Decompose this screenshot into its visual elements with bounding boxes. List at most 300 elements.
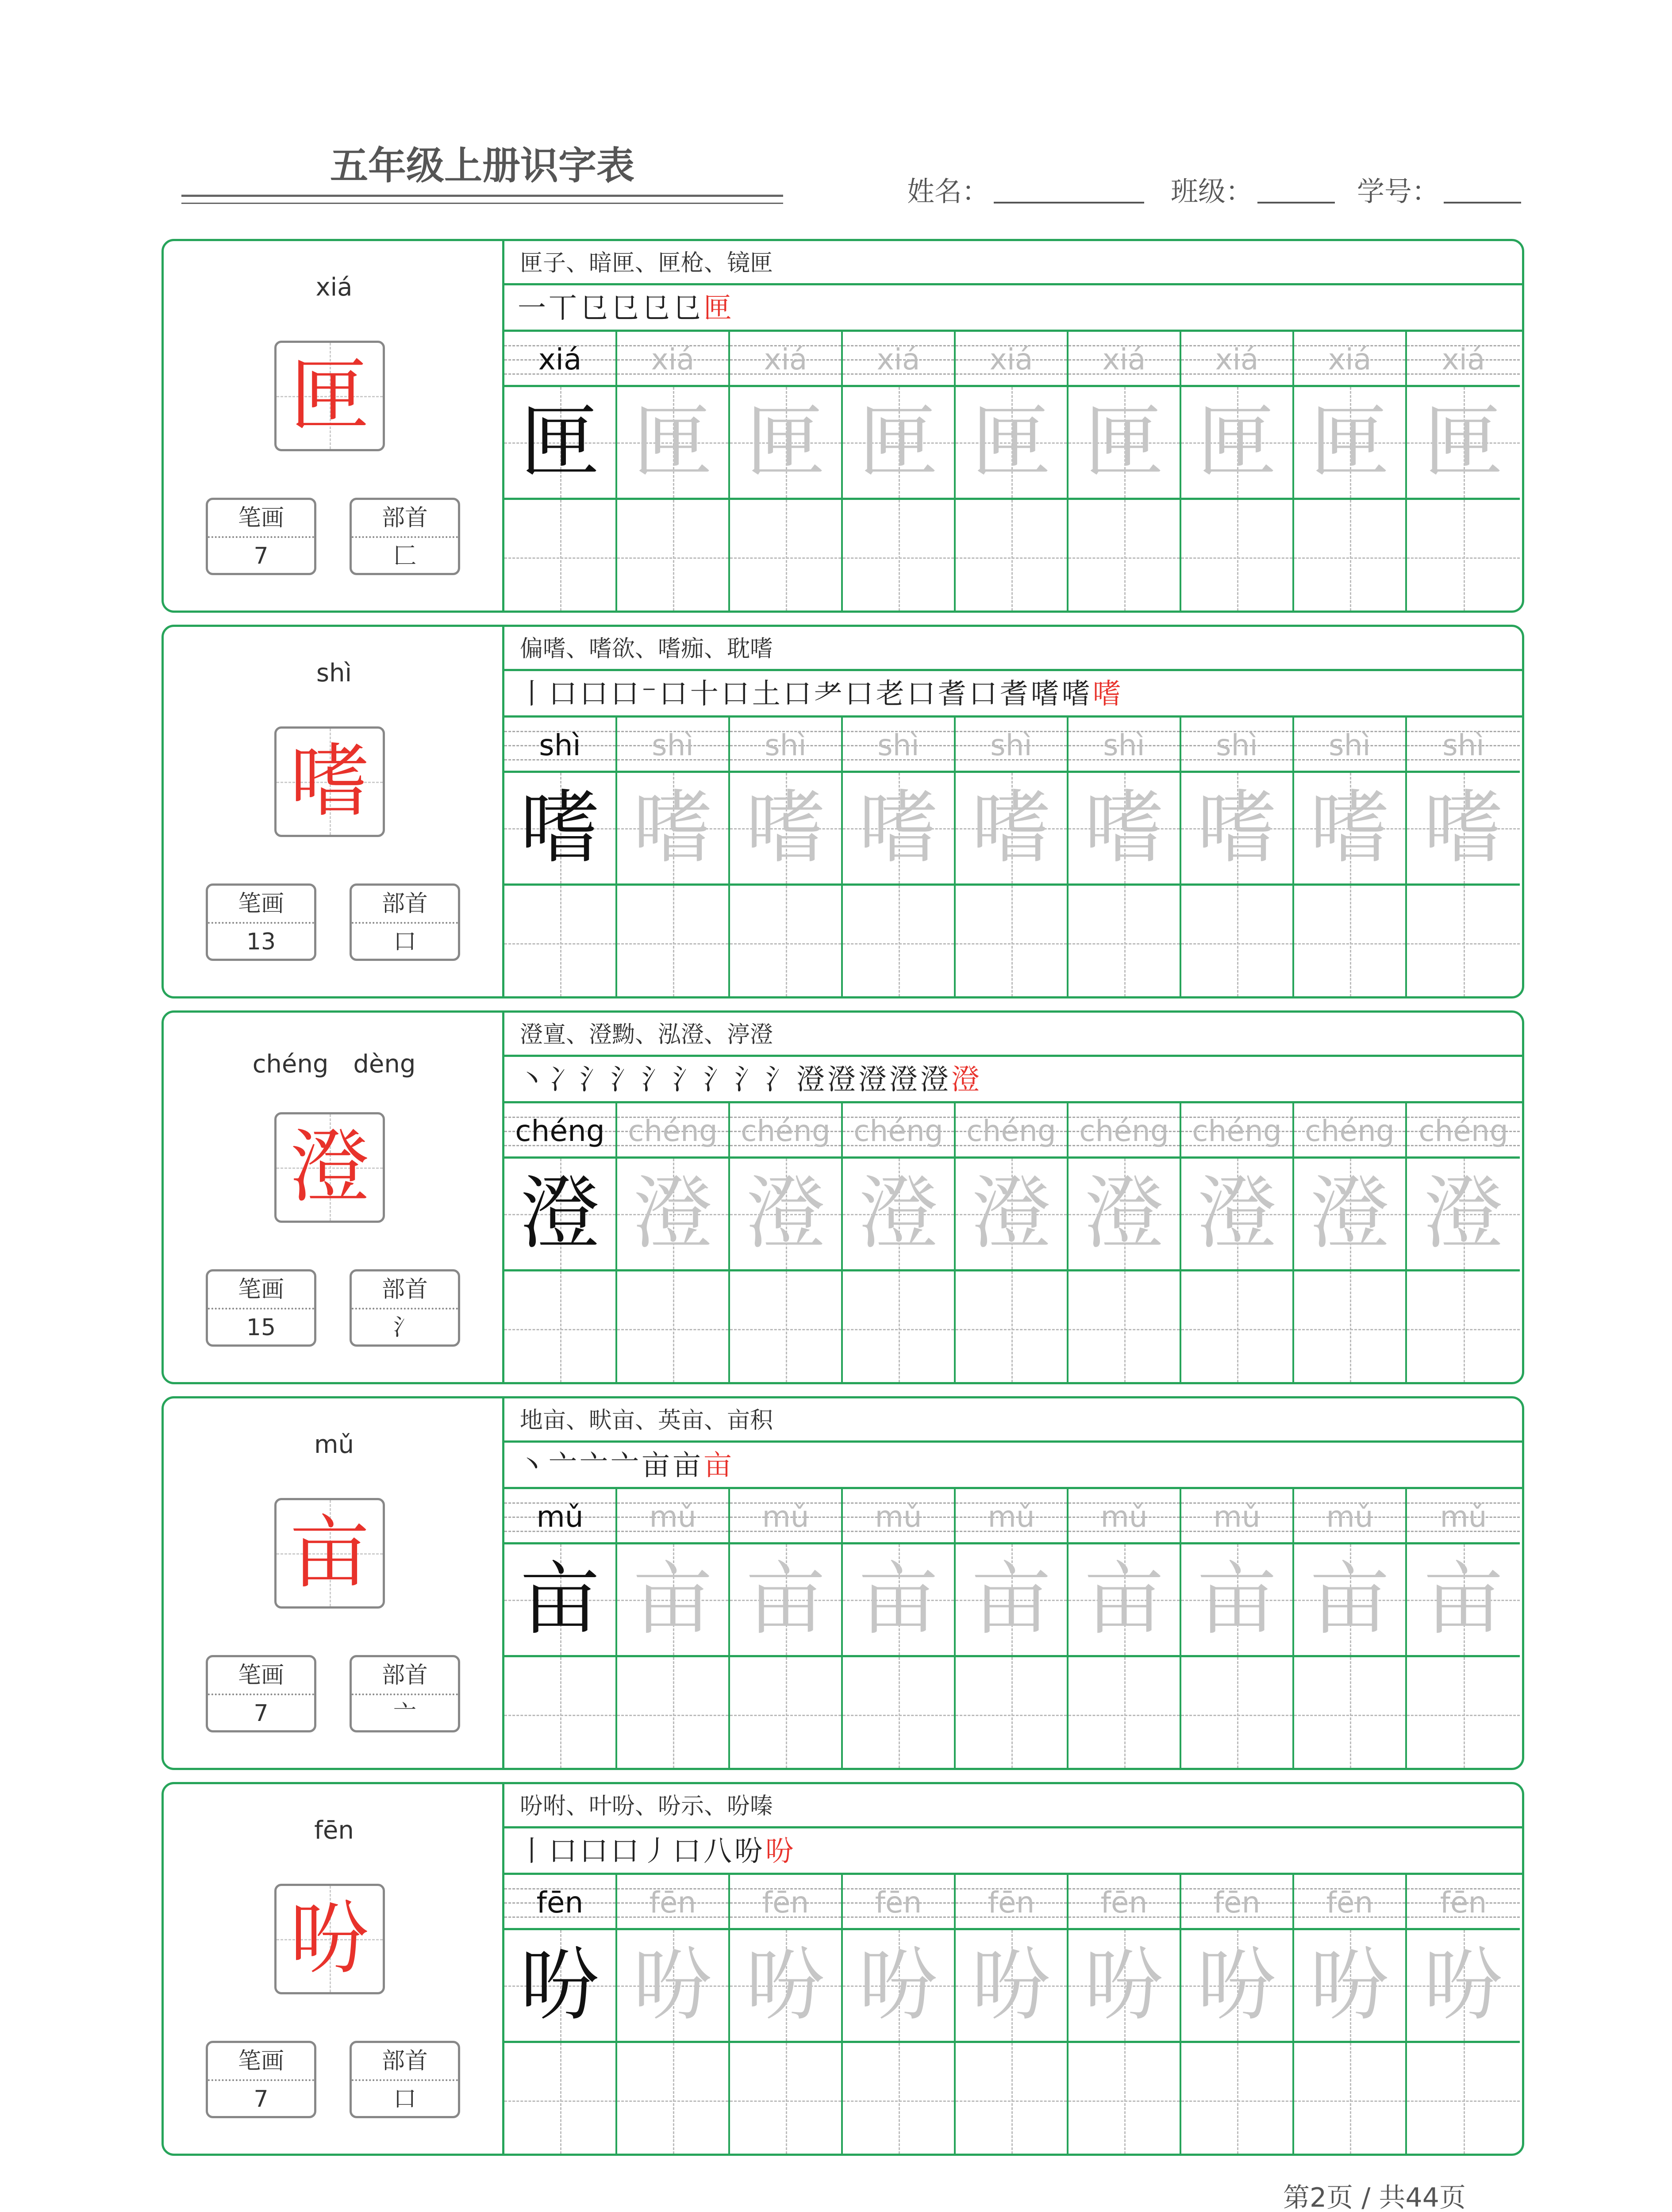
character-text: 匣: [1197, 396, 1277, 488]
character-box: [274, 726, 385, 837]
stroke-order: [504, 285, 1522, 332]
character-cell[interactable]: [1069, 773, 1180, 886]
trace-column: [1294, 718, 1407, 998]
stroke-step: 丅: [549, 292, 580, 325]
stroke-step: 㔾: [580, 292, 611, 325]
pinyin-text: chéng: [1192, 1114, 1282, 1148]
empty-practice-cell[interactable]: [1407, 500, 1520, 613]
character-text: 嗜: [858, 782, 938, 874]
stroke-step: 嗜: [1030, 678, 1062, 710]
pinyin-cell[interactable]: [1181, 332, 1292, 387]
character-card: [161, 1010, 1524, 1384]
empty-practice-cell[interactable]: [1069, 500, 1180, 613]
stroke-step: 㔾: [611, 292, 642, 325]
empty-practice-cell[interactable]: [1407, 1271, 1520, 1384]
pinyin-cell[interactable]: [1069, 332, 1180, 387]
character-text: 吩: [1423, 1939, 1503, 2032]
stroke-order: [504, 671, 1522, 718]
pinyin-cell[interactable]: [504, 332, 615, 387]
trace-column: [1294, 1103, 1407, 1384]
pinyin-text: xiá: [1441, 342, 1485, 376]
trace-column: [956, 718, 1069, 998]
pinyin-cell[interactable]: [956, 1489, 1067, 1544]
strokes-label: 笔画: [208, 500, 314, 538]
model-column: [504, 332, 617, 613]
radical-box: [350, 1269, 460, 1347]
character-cell[interactable]: [1069, 1159, 1180, 1271]
radical-label: 部首: [352, 1657, 458, 1695]
character-text: 匣: [633, 396, 713, 488]
character-cell[interactable]: [730, 1159, 841, 1271]
character-text: 嗜: [971, 782, 1051, 874]
character-cell[interactable]: [956, 387, 1067, 500]
stroke-step: 口十: [659, 678, 721, 710]
character-card: [161, 1782, 1524, 2156]
empty-practice-cell[interactable]: [956, 886, 1067, 998]
pinyin-cell[interactable]: [617, 1103, 728, 1159]
pinyin-cell[interactable]: [843, 718, 954, 773]
name-label: 姓名：: [907, 175, 990, 207]
character-cell[interactable]: [1069, 387, 1180, 500]
pinyin-cell[interactable]: [843, 1875, 954, 1930]
trace-column: [1294, 1875, 1407, 2156]
empty-practice-cell[interactable]: [504, 2043, 615, 2156]
pinyin-cell[interactable]: [617, 1489, 728, 1544]
empty-practice-cell[interactable]: [1294, 500, 1405, 613]
character-text: 亩: [1310, 1553, 1390, 1646]
title-underline: [181, 195, 783, 197]
pinyin-cell[interactable]: [1181, 1103, 1292, 1159]
strokes-value: 7: [254, 1700, 269, 1727]
trace-column: [956, 1103, 1069, 1384]
pinyin-text: shì: [539, 728, 581, 762]
pinyin-text: fēn: [536, 1886, 584, 1920]
character-card: [161, 1396, 1524, 1770]
character-text: 嗜: [1084, 782, 1164, 874]
pinyin-text: mǔ: [1100, 1500, 1148, 1534]
trace-column: [730, 1103, 843, 1384]
trace-column: [956, 332, 1069, 613]
character-cell[interactable]: [617, 387, 728, 500]
character-text: 澄: [1084, 1167, 1164, 1260]
empty-practice-cell[interactable]: [730, 1657, 841, 1770]
character-cell[interactable]: [1294, 773, 1405, 886]
trace-column: [1181, 718, 1294, 998]
strokes-label: 笔画: [208, 2043, 314, 2081]
pinyin-cell[interactable]: [1294, 1875, 1405, 1930]
trace-column: [956, 1875, 1069, 2156]
character-text: 匣: [1084, 396, 1164, 488]
stroke-step: 丶: [518, 1449, 549, 1482]
character-cell[interactable]: [843, 1544, 954, 1657]
pinyin-cell[interactable]: [956, 1875, 1067, 1930]
character-cell[interactable]: [956, 1930, 1067, 2043]
character-text: 嗜: [633, 782, 713, 874]
empty-practice-cell[interactable]: [1181, 886, 1292, 998]
class-label: 班级：: [1171, 175, 1253, 207]
name-field[interactable]: [994, 201, 1144, 204]
character-cell[interactable]: [1294, 387, 1405, 500]
character-cell[interactable]: [1181, 387, 1292, 500]
pinyin-text: fēn: [649, 1886, 696, 1920]
practice-grid: [504, 1489, 1522, 1770]
strokes-box: [206, 1269, 316, 1347]
empty-practice-cell[interactable]: [730, 886, 841, 998]
pinyin-text: mǔ: [762, 1500, 809, 1534]
character-card: [161, 239, 1524, 613]
empty-practice-cell[interactable]: [1069, 1657, 1180, 1770]
character-text: 嗜: [1423, 782, 1503, 874]
radical-value: 口: [393, 929, 416, 955]
pinyin-text: chéng: [1418, 1114, 1508, 1148]
stroke-step: 氵: [642, 1064, 673, 1096]
trace-column: [1407, 718, 1520, 998]
stroke-step: 吩: [765, 1835, 796, 1868]
pinyin-cell[interactable]: [1407, 1875, 1520, 1930]
character-text: 匣: [858, 396, 938, 488]
character-cell[interactable]: [1181, 773, 1292, 886]
pinyin-cell[interactable]: [1407, 1489, 1520, 1544]
character-cell[interactable]: [1181, 1544, 1292, 1657]
pinyin-cell[interactable]: [956, 1103, 1067, 1159]
practice-panel: [504, 627, 1522, 996]
page-number: 第2页 / 共44页: [1283, 2182, 1466, 2212]
character-cell[interactable]: [956, 773, 1067, 886]
pinyin-cell[interactable]: [956, 718, 1067, 773]
pinyin-cell[interactable]: [956, 332, 1067, 387]
character-cell[interactable]: [843, 1159, 954, 1271]
stroke-step: 一: [518, 292, 549, 325]
pinyin-text: fēn: [875, 1886, 922, 1920]
character-cell[interactable]: [504, 773, 615, 886]
character-cell[interactable]: [1294, 1159, 1405, 1271]
pinyin-text: xiá: [1102, 342, 1146, 376]
pinyin-text: mǔ: [1213, 1500, 1261, 1534]
character-cell[interactable]: [1181, 1159, 1292, 1271]
empty-practice-cell[interactable]: [843, 1271, 954, 1384]
empty-practice-cell[interactable]: [843, 1657, 954, 1770]
trace-column: [1407, 1103, 1520, 1384]
pinyin-cell[interactable]: [1294, 718, 1405, 773]
trace-column: [1407, 332, 1520, 613]
character-cell[interactable]: [504, 1159, 615, 1271]
character-cell[interactable]: [1407, 387, 1520, 500]
empty-practice-cell[interactable]: [1294, 1271, 1405, 1384]
character-text: 吩: [858, 1939, 938, 2032]
stroke-step: 冫: [549, 1064, 580, 1096]
pinyin-text: shì: [652, 728, 694, 762]
pinyin-cell[interactable]: [843, 1489, 954, 1544]
stroke-step: 亠: [549, 1449, 580, 1482]
character-cell[interactable]: [843, 773, 954, 886]
radical-box: [350, 1655, 460, 1732]
pinyin-text: chéng: [1305, 1114, 1395, 1148]
stroke-step: 㔾: [642, 292, 673, 325]
character-cell[interactable]: [617, 1930, 728, 2043]
character-cell[interactable]: [730, 773, 841, 886]
stroke-step: 亩: [703, 1449, 734, 1482]
stroke-step: 澄: [858, 1064, 889, 1096]
empty-practice-cell[interactable]: [504, 1657, 615, 1770]
character-text: 吩: [1310, 1939, 1390, 2032]
radical-label: 部首: [352, 2043, 458, 2081]
trace-column: [843, 1875, 956, 2156]
character-cell[interactable]: [504, 387, 615, 500]
character-cell[interactable]: [1069, 1930, 1180, 2043]
character-text: 嗜: [1310, 782, 1390, 874]
pinyin-cell[interactable]: [1407, 718, 1520, 773]
pinyin-cell[interactable]: [730, 1103, 841, 1159]
character-cell[interactable]: [1069, 1544, 1180, 1657]
character-text: 匣: [520, 396, 600, 488]
pinyin-cell[interactable]: [1181, 1875, 1292, 1930]
pinyin-cell[interactable]: [504, 1489, 615, 1544]
trace-column: [1069, 1103, 1181, 1384]
radical-label: 部首: [352, 886, 458, 924]
empty-practice-cell[interactable]: [1294, 1657, 1405, 1770]
empty-practice-cell[interactable]: [617, 500, 728, 613]
stroke-step: 口: [549, 1835, 580, 1868]
character-cell[interactable]: [730, 387, 841, 500]
character-box: [274, 1498, 385, 1609]
pinyin-cell[interactable]: [617, 332, 728, 387]
stroke-step: 口耆: [969, 678, 1031, 710]
character-text: 澄: [746, 1167, 826, 1260]
stroke-step: 亩: [673, 1449, 703, 1482]
radical-value: 匚: [393, 543, 416, 569]
character-cell[interactable]: [617, 1159, 728, 1271]
character-text: 匣: [746, 396, 826, 488]
character-cell[interactable]: [730, 1544, 841, 1657]
pinyin-cell[interactable]: [1069, 1489, 1180, 1544]
pinyin-cell[interactable]: [1069, 1875, 1180, 1930]
strokes-value: 7: [254, 543, 269, 569]
character-text: 吩: [1084, 1939, 1164, 2032]
pinyin-cell[interactable]: [1181, 718, 1292, 773]
empty-practice-cell[interactable]: [843, 2043, 954, 2156]
model-column: [504, 1103, 617, 1384]
pinyin-cell[interactable]: [1294, 1103, 1405, 1159]
stroke-step: 亠: [611, 1449, 642, 1482]
character-text: 亩: [1423, 1553, 1503, 1646]
character-text: 澄: [1197, 1167, 1277, 1260]
pinyin-cell[interactable]: [1407, 1103, 1520, 1159]
pinyin-text: xiá: [538, 342, 582, 376]
pinyin-cell[interactable]: [843, 332, 954, 387]
trace-column: [730, 1875, 843, 2156]
character-cell[interactable]: [1294, 1544, 1405, 1657]
stroke-step: 㔾: [673, 292, 703, 325]
character-text: 嗜: [520, 782, 600, 874]
character-cell[interactable]: [956, 1159, 1067, 1271]
character-cell[interactable]: [617, 773, 728, 886]
pinyin-text: chéng: [515, 1114, 605, 1148]
trace-column: [1069, 1489, 1181, 1770]
character-pinyin: chéng dèng: [252, 1050, 416, 1079]
empty-practice-cell[interactable]: [504, 1271, 615, 1384]
pinyin-text: chéng: [853, 1114, 943, 1148]
character-cell[interactable]: [1407, 1930, 1520, 2043]
trace-column: [617, 1875, 730, 2156]
practice-grid: [504, 332, 1522, 613]
empty-practice-cell[interactable]: [730, 1271, 841, 1384]
id-field[interactable]: [1444, 201, 1521, 204]
empty-practice-cell[interactable]: [1407, 886, 1520, 998]
pinyin-cell[interactable]: [617, 1875, 728, 1930]
pinyin-text: xiá: [989, 342, 1033, 376]
empty-practice-cell[interactable]: [504, 500, 615, 613]
stroke-step: 澄: [889, 1064, 920, 1096]
character-text: 嗜: [1197, 782, 1277, 874]
stroke-step: 口耆: [907, 678, 969, 710]
pinyin-cell[interactable]: [504, 1103, 615, 1159]
radical-value: 亠: [393, 1700, 416, 1727]
radical-value: 氵: [393, 1314, 416, 1341]
character-cell[interactable]: [617, 1544, 728, 1657]
character-text: 吩: [971, 1939, 1051, 2032]
character-pinyin: xiá: [315, 273, 353, 302]
pinyin-text: mǔ: [875, 1500, 922, 1534]
trace-column: [617, 1103, 730, 1384]
stroke-order: [504, 1057, 1522, 1103]
stroke-step: 口老: [845, 678, 907, 710]
character-text: 吩: [1197, 1939, 1277, 2032]
pinyin-cell[interactable]: [1294, 332, 1405, 387]
character-text: 澄: [1310, 1167, 1390, 1260]
pinyin-cell[interactable]: [730, 1875, 841, 1930]
character-display: 嗜: [289, 735, 369, 828]
pinyin-cell[interactable]: [1407, 332, 1520, 387]
empty-practice-cell[interactable]: [1181, 1657, 1292, 1770]
pinyin-cell[interactable]: [504, 718, 615, 773]
character-text: 亩: [971, 1553, 1051, 1646]
empty-practice-cell[interactable]: [1407, 1657, 1520, 1770]
strokes-box: [206, 1655, 316, 1732]
empty-practice-cell[interactable]: [843, 500, 954, 613]
pinyin-cell[interactable]: [1181, 1489, 1292, 1544]
pinyin-cell[interactable]: [730, 718, 841, 773]
character-cell[interactable]: [1407, 1159, 1520, 1271]
example-words: 地亩、畎亩、英亩、亩积: [504, 1398, 1522, 1443]
character-cell[interactable]: [730, 1930, 841, 2043]
character-text: 澄: [1423, 1167, 1503, 1260]
stroke-step: 匣: [703, 292, 734, 325]
empty-practice-cell[interactable]: [1069, 886, 1180, 998]
empty-practice-cell[interactable]: [1069, 2043, 1180, 2156]
example-words: 澄亶、澄黝、泓澄、渟澄: [504, 1013, 1522, 1057]
trace-column: [1407, 1489, 1520, 1770]
pinyin-cell[interactable]: [504, 1875, 615, 1930]
character-text: 亩: [746, 1553, 826, 1646]
practice-grid: [504, 718, 1522, 998]
character-info-panel: [164, 1784, 504, 2154]
character-cell[interactable]: [1181, 1930, 1292, 2043]
empty-practice-cell[interactable]: [956, 500, 1067, 613]
stroke-step: 嗜: [1061, 678, 1093, 710]
trace-column: [1181, 332, 1294, 613]
empty-practice-cell[interactable]: [617, 1271, 728, 1384]
stroke-order: [504, 1443, 1522, 1489]
empty-practice-cell[interactable]: [617, 2043, 728, 2156]
strokes-value: 13: [246, 929, 276, 955]
empty-practice-cell[interactable]: [617, 886, 728, 998]
pinyin-text: mǔ: [536, 1500, 584, 1534]
stroke-step: 丨: [518, 678, 549, 710]
practice-grid: [504, 1875, 1522, 2156]
stroke-step: 氵: [611, 1064, 642, 1096]
class-field[interactable]: [1257, 201, 1335, 204]
character-text: 澄: [520, 1167, 600, 1260]
stroke-step: 口八: [673, 1835, 734, 1868]
stroke-step: 澄: [920, 1064, 951, 1096]
empty-practice-cell[interactable]: [1181, 500, 1292, 613]
trace-column: [617, 332, 730, 613]
empty-practice-cell[interactable]: [956, 1657, 1067, 1770]
pinyin-text: fēn: [1100, 1886, 1148, 1920]
empty-practice-cell[interactable]: [730, 500, 841, 613]
trace-column: [843, 332, 956, 613]
pinyin-text: shì: [1103, 728, 1145, 762]
empty-practice-cell[interactable]: [1181, 1271, 1292, 1384]
pinyin-cell[interactable]: [843, 1103, 954, 1159]
pinyin-cell[interactable]: [1294, 1489, 1405, 1544]
character-pinyin: shì: [316, 659, 352, 687]
stroke-step: 亠: [580, 1449, 611, 1482]
pinyin-cell[interactable]: [730, 332, 841, 387]
empty-practice-cell[interactable]: [504, 886, 615, 998]
pinyin-text: fēn: [762, 1886, 809, 1920]
trace-column: [956, 1489, 1069, 1770]
pinyin-cell[interactable]: [1069, 718, 1180, 773]
character-cell[interactable]: [504, 1544, 615, 1657]
character-info-panel: [164, 1013, 504, 1382]
worksheet-title: 五年级上册识字表: [330, 144, 634, 188]
empty-practice-cell[interactable]: [730, 2043, 841, 2156]
empty-practice-cell[interactable]: [1407, 2043, 1520, 2156]
pinyin-cell[interactable]: [1069, 1103, 1180, 1159]
pinyin-cell[interactable]: [730, 1489, 841, 1544]
pinyin-text: mǔ: [988, 1500, 1035, 1534]
empty-practice-cell[interactable]: [1181, 2043, 1292, 2156]
trace-column: [1294, 332, 1407, 613]
empty-practice-cell[interactable]: [617, 1657, 728, 1770]
pinyin-cell[interactable]: [617, 718, 728, 773]
character-cell[interactable]: [843, 1930, 954, 2043]
empty-practice-cell[interactable]: [1294, 886, 1405, 998]
empty-practice-cell[interactable]: [843, 886, 954, 998]
stroke-step: 澄: [827, 1064, 858, 1096]
character-text: 匣: [1423, 396, 1503, 488]
stroke-step: 口⁻: [611, 678, 659, 710]
radical-box: [350, 883, 460, 961]
strokes-label: 笔画: [208, 1271, 314, 1310]
character-cell[interactable]: [843, 387, 954, 500]
character-cell[interactable]: [1294, 1930, 1405, 2043]
pinyin-text: chéng: [1079, 1114, 1169, 1148]
empty-practice-cell[interactable]: [1294, 2043, 1405, 2156]
empty-practice-cell[interactable]: [956, 2043, 1067, 2156]
stroke-step: 氵: [673, 1064, 703, 1096]
empty-practice-cell[interactable]: [1069, 1271, 1180, 1384]
character-cell[interactable]: [504, 1930, 615, 2043]
character-display: 澄: [289, 1121, 369, 1214]
empty-practice-cell[interactable]: [956, 1271, 1067, 1384]
pinyin-text: fēn: [988, 1886, 1035, 1920]
character-text: 嗜: [746, 782, 826, 874]
character-cell[interactable]: [1407, 773, 1520, 886]
character-cell[interactable]: [1407, 1544, 1520, 1657]
character-cell[interactable]: [956, 1544, 1067, 1657]
